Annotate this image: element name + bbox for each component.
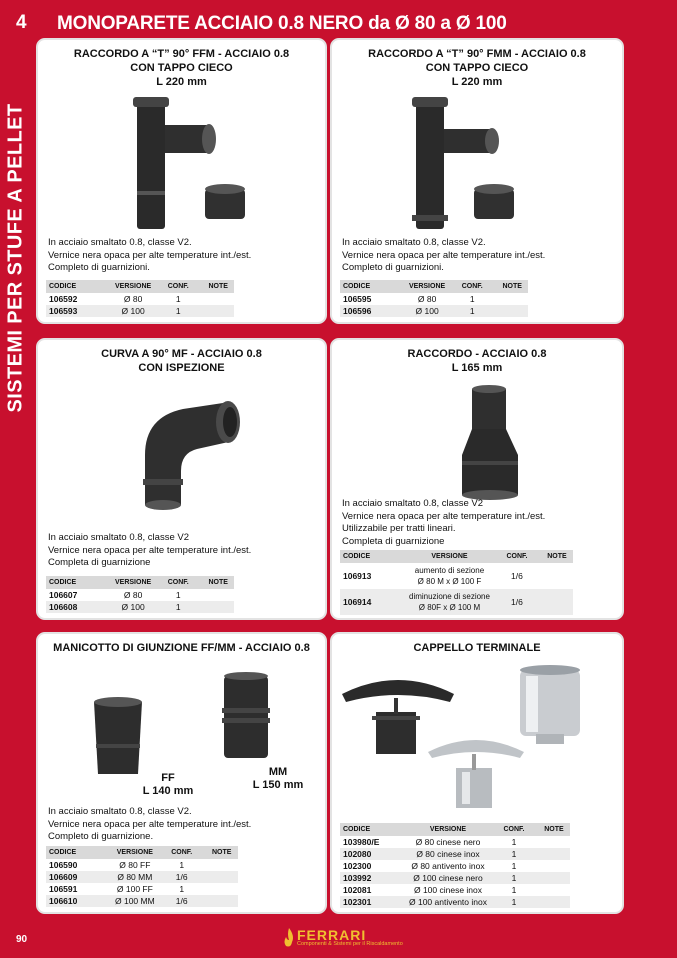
product-card-raccordo: [330, 338, 624, 620]
desc-line: Completo di guarnizioni.: [48, 262, 150, 273]
table-row: [340, 589, 573, 615]
cell-version: Ø 100 antivento inox: [406, 896, 490, 908]
title-line: RACCORDO A “T” 90° FFM - ACCIAIO 0.8: [73, 48, 290, 60]
title-line: CON TAPPO CIECO: [130, 62, 233, 74]
ff-sleeve-image: [88, 694, 148, 779]
card-title: [38, 47, 325, 89]
col-conf: CONF.: [158, 846, 206, 859]
cell-code: 106607: [49, 590, 78, 600]
table-row: [46, 589, 234, 601]
col-versione: VERSIONE: [112, 576, 154, 589]
cell-conf: 1/6: [158, 871, 206, 883]
mm-sleeve-image: [216, 672, 276, 762]
cell-conf: 1: [154, 601, 202, 613]
product-table: [340, 550, 573, 615]
cell-note: [538, 884, 570, 896]
cell-conf: 1: [490, 872, 538, 884]
cell-conf: 1/6: [158, 895, 206, 907]
table-row: [46, 305, 234, 317]
side-section-label: [4, 38, 28, 478]
table-row: [46, 601, 234, 613]
cell-note: [202, 601, 234, 613]
table-row: [46, 859, 238, 871]
card-description: [342, 237, 614, 275]
cell-conf: 1: [490, 848, 538, 860]
desc-line: Completo di guarnizione.: [48, 831, 154, 842]
version-line: Ø 80F x Ø 100 M: [418, 603, 481, 612]
desc-line: Completo di guarnizioni.: [342, 262, 444, 273]
product-table: [46, 846, 238, 907]
title-line: CON ISPEZIONE: [138, 362, 225, 374]
desc-line: Vernice nera opaca per alte temperature int./est.: [48, 544, 252, 556]
col-conf: CONF.: [154, 576, 202, 589]
elbow-pipe-image: [133, 395, 253, 515]
cell-conf: 1: [490, 896, 538, 908]
product-card-cappello: [330, 632, 624, 914]
desc-line: In acciaio smaltato 0.8, classe V2: [48, 532, 189, 543]
product-table: [340, 823, 570, 908]
product-card-t-fmm: [330, 38, 624, 324]
col-conf: CONF.: [490, 823, 538, 836]
col-note: NOTE: [206, 846, 238, 859]
col-versione: VERSIONE: [112, 280, 154, 293]
desc-line: Vernice nera opaca per alte temperature int./est.: [48, 249, 252, 261]
col-note: NOTE: [541, 550, 573, 563]
cell-code: 106608: [46, 601, 112, 613]
card-title: [38, 641, 325, 655]
desc-line: Vernice nera opaca per alte temperature int./est.: [48, 818, 252, 830]
product-table: [46, 576, 234, 613]
title-line: RACCORDO A “T” 90° FMM - ACCIAIO 0.8: [368, 48, 586, 60]
cell-note: [202, 293, 234, 305]
cell-conf: 1/6: [493, 589, 541, 615]
desc-line: In acciaio smaltato 0.8, classe V2.: [48, 237, 192, 248]
desc-line: Vernice nera opaca per alte temperature int./est.: [342, 510, 546, 522]
col-codice: CODICE: [46, 846, 112, 859]
col-versione: VERSIONE: [112, 846, 158, 859]
cell-note: [538, 872, 570, 884]
table-row: [46, 895, 238, 907]
table-row: [340, 860, 570, 872]
cell-version: [406, 589, 493, 615]
cell-code: 102081: [343, 885, 372, 895]
cell-note: [538, 836, 570, 848]
cell-code: 106593: [46, 305, 112, 317]
logo-text: FERRARI: [297, 927, 367, 943]
cell-code: 103992: [340, 872, 406, 884]
cell-conf: 1: [175, 590, 181, 600]
cell-version: Ø 100 MM: [112, 895, 158, 907]
table-row: [46, 293, 234, 305]
cell-note: [206, 883, 238, 895]
tee-pipe-image: [123, 95, 253, 235]
label-line: FF: [161, 772, 175, 784]
desc-line: Completa di guarnizione: [48, 557, 151, 568]
cell-version: Ø 80 cinese nero: [415, 837, 481, 847]
cell-conf: 1: [511, 861, 517, 871]
cell-code: 106609: [46, 871, 112, 883]
cell-version: Ø 100: [112, 305, 154, 317]
ferrari-logo: [283, 927, 403, 949]
label-line: L 150 mm: [252, 779, 304, 791]
cell-version: Ø 80: [123, 590, 143, 600]
cell-code: 106595: [343, 294, 372, 304]
card-description: [342, 498, 614, 548]
version-line: diminuzione di sezione: [409, 592, 490, 601]
desc-line: Vernice nera opaca per alte temperature int./est.: [342, 249, 546, 261]
cell-code: 106591: [49, 884, 78, 894]
label-line: L 140 mm: [142, 785, 194, 797]
cell-conf: 1: [154, 305, 202, 317]
col-note: NOTE: [538, 823, 570, 836]
col-versione: VERSIONE: [406, 280, 448, 293]
card-description: [48, 806, 317, 844]
table-header-row: [46, 576, 234, 589]
cell-code: 103980/E: [343, 837, 380, 847]
cell-note: [206, 895, 238, 907]
title-line: L 220 mm: [451, 76, 503, 88]
ff-label: [138, 772, 198, 798]
col-conf: CONF.: [493, 550, 541, 563]
cell-note: [541, 563, 573, 589]
cell-version: Ø 80 antivento inox: [411, 861, 485, 871]
mm-label: [246, 766, 310, 792]
col-codice: CODICE: [340, 823, 406, 836]
version-line: aumento di sezione: [414, 566, 485, 575]
col-codice: CODICE: [46, 280, 112, 293]
table-row: [340, 563, 573, 589]
chapter-number: 4: [16, 12, 27, 33]
cell-note: [538, 896, 570, 908]
cell-code: 106590: [49, 860, 78, 870]
desc-line: In acciaio smaltato 0.8, classe V2: [342, 498, 483, 509]
cell-version: Ø 100: [112, 601, 154, 613]
table-row: [340, 848, 570, 860]
table-header-row: [340, 280, 528, 293]
cell-note: [538, 860, 570, 872]
cell-version: Ø 80 cinese inox: [406, 848, 490, 860]
col-note: NOTE: [496, 280, 528, 293]
cell-note: [202, 589, 234, 601]
table-row: [46, 883, 238, 895]
product-table: [340, 280, 528, 317]
table-row: [340, 305, 528, 317]
desc-line: In acciaio smaltato 0.8, classe V2.: [342, 237, 486, 248]
table-header-row: [46, 280, 234, 293]
cell-code: 106913: [343, 571, 372, 581]
cell-code: 106592: [49, 294, 78, 304]
cell-version: Ø 100 cinese inox: [413, 885, 483, 895]
table-header-row: [340, 823, 570, 836]
col-conf: CONF.: [448, 280, 496, 293]
cell-version: Ø 80 MM: [112, 871, 158, 883]
cell-version: Ø 100 FF: [116, 884, 153, 894]
product-card-manicotto: [36, 632, 327, 914]
card-title: [332, 47, 622, 89]
cell-version: Ø 100: [406, 305, 448, 317]
table-row: [340, 896, 570, 908]
col-note: NOTE: [202, 280, 234, 293]
version-line: Ø 80 M x Ø 100 F: [417, 577, 482, 586]
cell-note: [541, 589, 573, 615]
col-codice: CODICE: [340, 550, 406, 563]
cell-conf: 1: [175, 294, 181, 304]
cell-version: Ø 80: [417, 294, 437, 304]
cell-conf: 1: [179, 860, 185, 870]
cell-code: 106610: [46, 895, 112, 907]
title-line: CURVA A 90° MF - ACCIAIO 0.8: [101, 348, 262, 360]
cell-code: 106914: [340, 589, 406, 615]
cell-version: [406, 563, 493, 589]
table-row: [340, 836, 570, 848]
col-codice: CODICE: [340, 280, 406, 293]
reducer-pipe-image: [452, 385, 532, 500]
cell-note: [206, 871, 238, 883]
cell-note: [496, 305, 528, 317]
cell-version: Ø 80 FF: [119, 860, 151, 870]
card-title: [332, 641, 622, 655]
cell-conf: 1: [511, 837, 517, 847]
cell-note: [496, 293, 528, 305]
label-line: MM: [268, 766, 288, 778]
inox-chinese-cap-image: [426, 732, 526, 812]
card-title: [332, 347, 622, 375]
desc-line: Utilizzabile per tratti lineari.: [342, 523, 456, 534]
col-conf: CONF.: [154, 280, 202, 293]
table-header-row: [46, 846, 238, 859]
col-versione: VERSIONE: [406, 823, 490, 836]
desc-line: In acciaio smaltato 0.8, classe V2.: [48, 806, 192, 817]
cell-note: [538, 848, 570, 860]
product-table: [46, 280, 234, 317]
cell-code: 106596: [340, 305, 406, 317]
tee-pipe-image: [402, 95, 532, 235]
table-row: [340, 872, 570, 884]
title-line: L 165 mm: [451, 362, 503, 374]
desc-line: Completa di guarnizione: [342, 535, 445, 547]
cell-conf: 1: [448, 305, 496, 317]
title-line: MANICOTTO DI GIUNZIONE FF/MM - ACCIAIO 0.8: [53, 642, 310, 654]
logo-subtext: Componenti & Sistemi per il Riscaldamento: [297, 941, 403, 947]
card-description: [48, 237, 317, 275]
cell-conf: 1: [179, 884, 185, 894]
side-label-text: SISTEMI PER STUFE A PELLET: [4, 103, 27, 413]
title-line: CON TAPPO CIECO: [425, 62, 529, 74]
title-line: L 220 mm: [156, 76, 207, 88]
cell-conf: 1: [469, 294, 475, 304]
cell-note: [206, 859, 238, 871]
col-codice: CODICE: [46, 576, 112, 589]
table-row: [340, 884, 570, 896]
cell-version: Ø 80: [123, 294, 143, 304]
product-card-t-ffm: [36, 38, 327, 324]
cell-code: 102300: [343, 861, 372, 871]
col-note: NOTE: [202, 576, 234, 589]
cell-code: 102301: [340, 896, 406, 908]
cell-conf: 1: [511, 885, 517, 895]
page-title: MONOPARETE ACCIAIO 0.8 NERO da Ø 80 a Ø 100: [57, 13, 507, 34]
product-card-curva: [36, 338, 327, 620]
cell-note: [202, 305, 234, 317]
table-header-row: [340, 550, 573, 563]
card-description: [48, 532, 317, 570]
card-title: [38, 347, 325, 375]
col-versione: VERSIONE: [406, 550, 493, 563]
table-row: [46, 871, 238, 883]
cell-conf: 1/6: [511, 571, 523, 581]
cell-code: 102080: [340, 848, 406, 860]
title-line: CAPPELLO TERMINALE: [413, 642, 541, 654]
title-line: RACCORDO - ACCIAIO 0.8: [407, 348, 547, 360]
table-row: [340, 293, 528, 305]
cell-version: Ø 100 cinese nero: [406, 872, 490, 884]
flame-icon: [283, 928, 295, 948]
page-number: 90: [16, 934, 28, 945]
